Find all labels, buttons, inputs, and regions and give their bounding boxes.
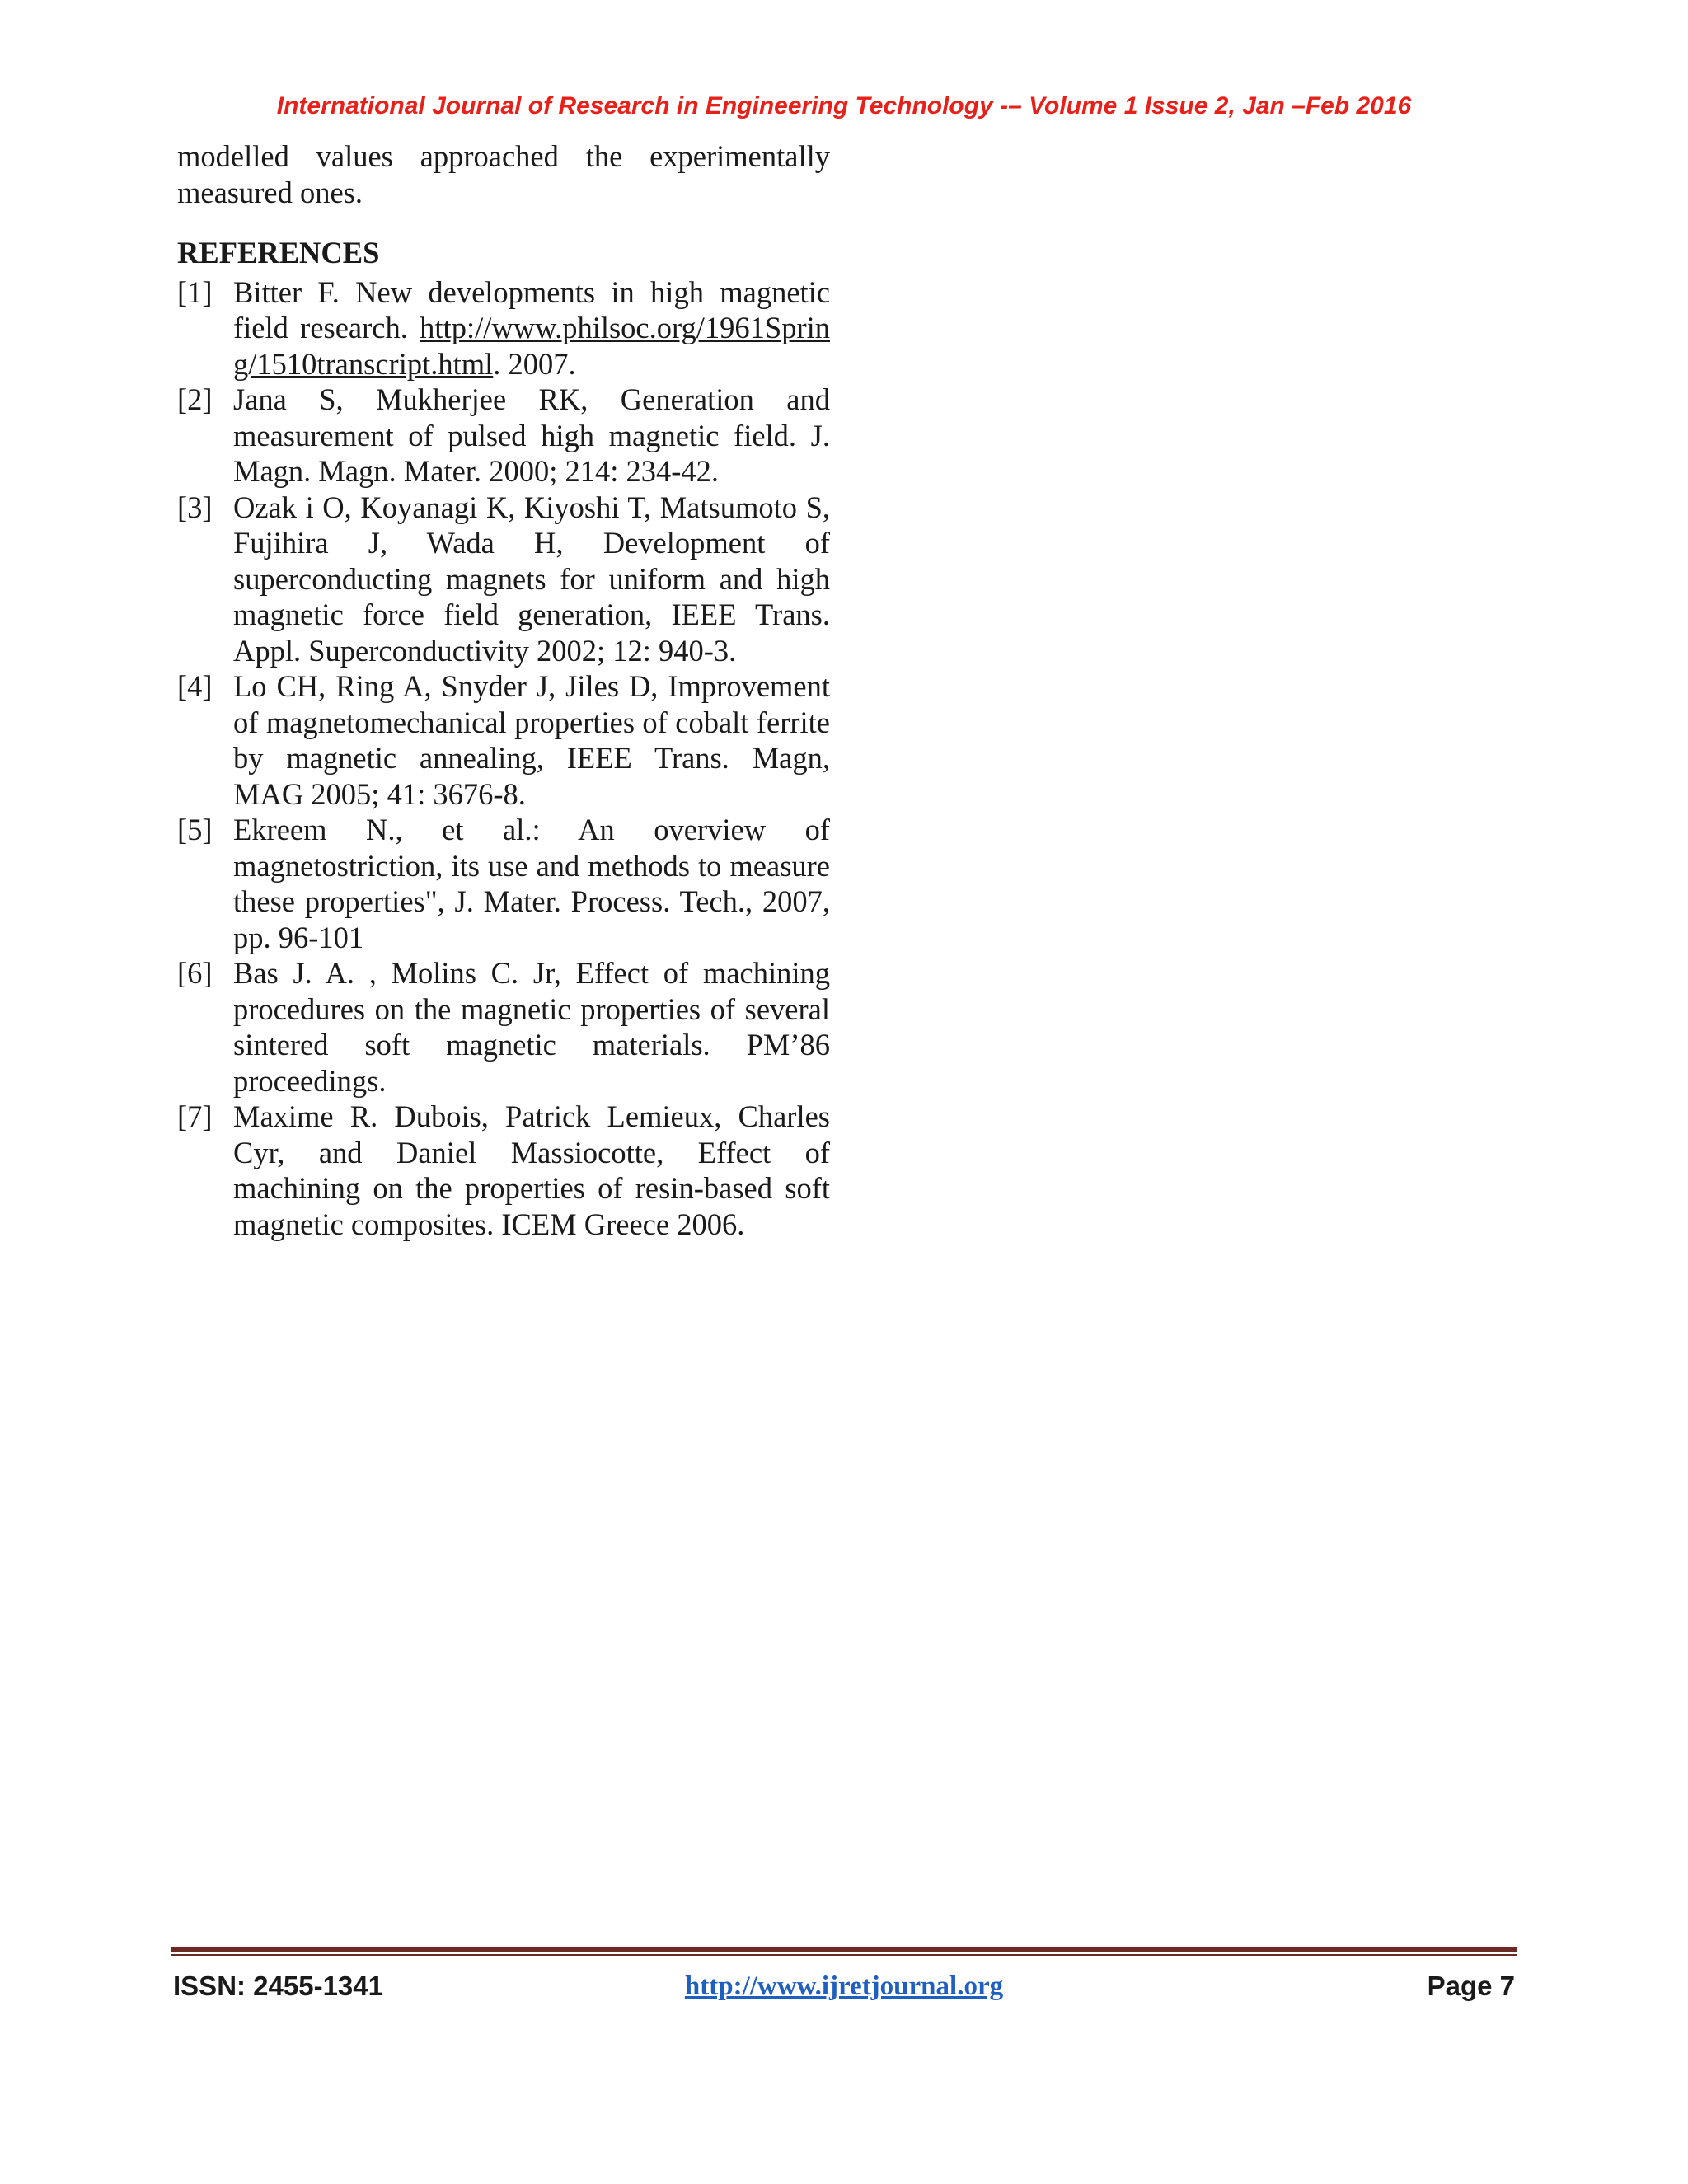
reference-item-4 bbox=[177, 668, 830, 812]
main-column bbox=[177, 138, 830, 1242]
reference-text: Maxime R. Dubois, Patrick Lemieux, Charles Cyr, and Daniel Massiocotte, Effect of machining on the properties of resin-based soft magnetic composites. ICEM Greece 2006. bbox=[233, 1099, 830, 1241]
reference-number: [4] bbox=[177, 669, 213, 703]
reference-text: Lo CH, Ring A, Snyder J, Jiles D, Improvement of magnetomechanical properties of cobalt ferrite by magnetic annealing, IEEE Trans. Magn, MAG 2005; 41: 3676-8. bbox=[233, 669, 830, 811]
reference-item-7 bbox=[177, 1099, 830, 1242]
reference-number: [3] bbox=[177, 490, 213, 524]
reference-text bbox=[233, 274, 830, 382]
reference-list bbox=[177, 274, 830, 1243]
reference-text-part: Bitter F. New developments in high magnetic field research. bbox=[233, 274, 830, 344]
footer-page-number: Page 7 bbox=[1427, 1971, 1515, 2001]
reference-link[interactable]: http://www.philsoc.org/1961Spring/1510transcript.html bbox=[233, 311, 830, 381]
footer-issn: ISSN: 2455-1341 bbox=[173, 1971, 383, 2001]
reference-item-2 bbox=[177, 382, 830, 490]
references-heading: REFERENCES bbox=[177, 236, 380, 269]
reference-text: Bas J. A. , Molins C. Jr, Effect of machining procedures on the magnetic properties of several sintered soft magnetic materials. PM’86 proceedings. bbox=[233, 956, 830, 1098]
footer-rule-thin bbox=[171, 1954, 1517, 1956]
page-footer bbox=[173, 1968, 1515, 2004]
reference-item-3 bbox=[177, 490, 830, 669]
reference-number: [6] bbox=[177, 956, 213, 990]
footer-rule bbox=[171, 1947, 1517, 1952]
reference-number: [7] bbox=[177, 1099, 213, 1133]
reference-number: [1] bbox=[177, 274, 213, 309]
closing-paragraph: modelled values approached the experimentally measured ones. bbox=[177, 139, 830, 209]
running-header: International Journal of Research in Engineering Technology -– Volume 1 Issue 2, Jan –Feb 2016 bbox=[276, 92, 1412, 120]
reference-item-6 bbox=[177, 955, 830, 1099]
footer-journal-link[interactable]: http://www.ijretjournal.org bbox=[684, 1971, 1004, 2001]
reference-number: [2] bbox=[177, 382, 213, 416]
reference-number: [5] bbox=[177, 813, 213, 846]
reference-text: Ekreem N., et al.: An overview of magnetostriction, its use and methods to measure these properties", J. Mater. Process. Tech., 2007, pp. 96-101 bbox=[233, 813, 830, 954]
reference-item-1 bbox=[177, 274, 830, 382]
reference-text-part: . 2007. bbox=[493, 346, 576, 381]
reference-text: Ozak i O, Koyanagi K, Kiyoshi T, Matsumoto S, Fujihira J, Wada H, Development of superconducting magnets for uniform and high magnetic force field generation, IEEE Trans. Appl. Superconductivity 2002; 12: 940-3. bbox=[233, 490, 830, 668]
reference-text: Jana S, Mukherjee RK, Generation and measurement of pulsed high magnetic field. J. Magn. Magn. Mater. 2000; 214: 234-42. bbox=[233, 382, 830, 488]
reference-item-5 bbox=[177, 812, 830, 955]
